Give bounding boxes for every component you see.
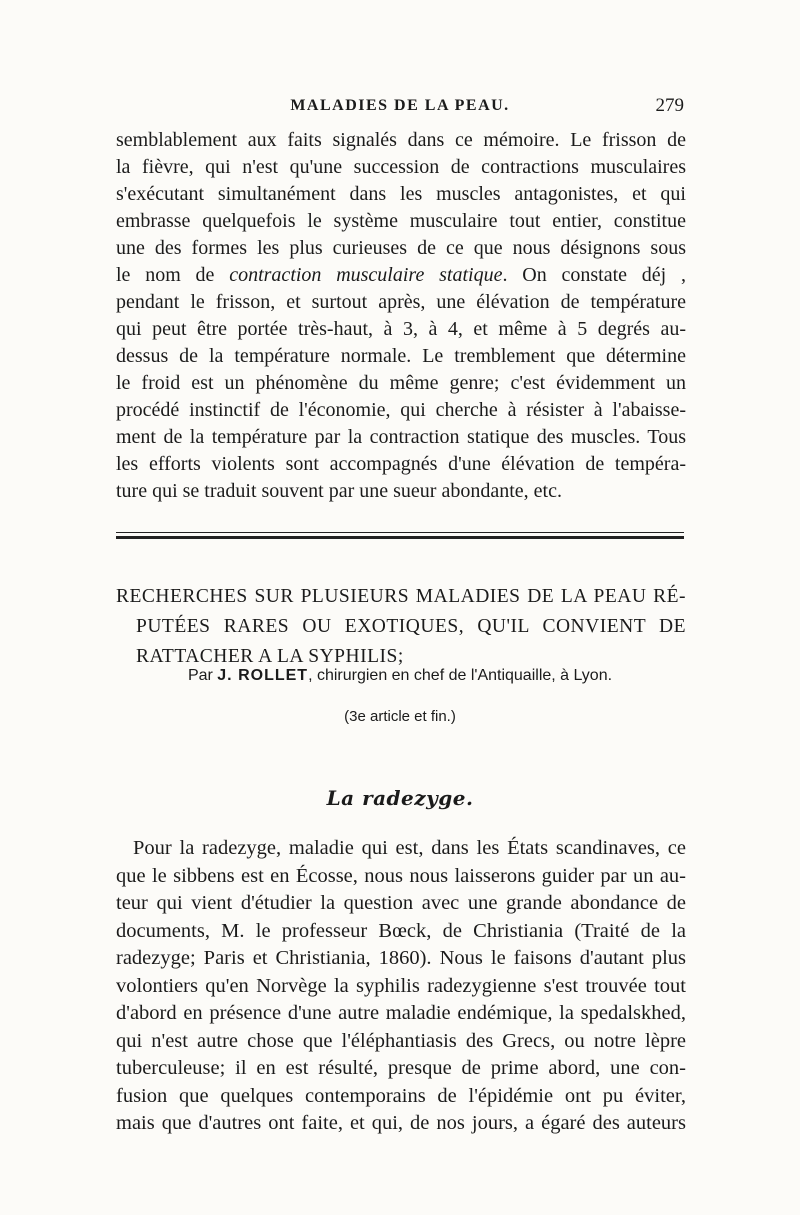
text-line: s'exécutant simultanément dans les muscles antagonistes, et qui: [116, 183, 686, 205]
title-line: RECHERCHES SUR PLUSIEURS MALADIES DE LA PEAU RÉ-: [116, 586, 686, 607]
text-line: radezyge; Paris et Christiania, 1860). Nous le faisons d'autant plus: [116, 947, 686, 969]
author-byline: [116, 667, 684, 685]
text-line: pendant le frisson, et surtout après, une élévation de température: [116, 291, 686, 313]
text-line: d'abord en présence d'une autre maladie endémique, la spedalskhed,: [116, 1002, 686, 1024]
text-line: que le sibbens est en Écosse, nous nous laisserons guider par un au-: [116, 864, 686, 887]
text-line: teur qui vient d'étudier la question avec une grande abondance de: [116, 892, 686, 914]
text-fragment: le nom de: [116, 264, 230, 286]
text-line: ture qui se traduit souvent par une sueur abondante, etc.: [116, 480, 562, 502]
byline-affiliation: , chirurgien en chef de l'Antiquaille, à Lyon.: [308, 667, 613, 684]
paragraph-radezyge: [116, 835, 686, 1138]
text-line: volontiers qu'en Norvège la syphilis radezygienne s'est trouvée tout: [116, 974, 686, 997]
text-line: la fièvre, qui n'est qu'une succession de contractions musculaires: [116, 156, 686, 178]
text-line: qui peut être portée très-haut, à 3, à 4, et même à 5 degrés au-: [116, 318, 686, 340]
section-divider: [116, 532, 684, 539]
page-number: 279: [655, 95, 684, 116]
text-line: embrasse quelquefois le système musculaire tout entier, constitue: [116, 210, 686, 232]
author-name: J. ROLLET: [217, 667, 309, 684]
text-line: [116, 262, 686, 289]
text-line: tuberculeuse; il en est résulté, presque de prime abord, une con-: [116, 1057, 686, 1079]
article-title: [116, 582, 686, 672]
title-line: RATTACHER A LA SYPHILIS;: [136, 646, 404, 667]
text-line: procédé instinctif de l'économie, qui cherche à résister à l'abaisse-: [116, 399, 686, 421]
text-line: Pour la radezyge, maladie qui est, dans les États scandinaves, ce: [133, 837, 686, 859]
italic-term: contraction musculaire statique: [229, 264, 503, 286]
text-line: le froid est un phénomène du même genre; c'est évidemment un: [116, 372, 686, 394]
page-header: [116, 97, 684, 121]
text-line: semblablement aux faits signalés dans ce mémoire. Le frisson de: [116, 129, 686, 151]
divider-thin-rule: [116, 532, 684, 533]
text-line: mais que d'autres ont faite, et qui, de nos jours, a égaré des auteurs: [116, 1112, 686, 1134]
divider-thick-rule: [116, 536, 684, 539]
text-line: une des formes les plus curieuses de ce que nous désignons sous: [116, 237, 686, 259]
text-fragment: . On constate déj ,: [502, 264, 687, 286]
paragraph-continued: [116, 127, 686, 505]
text-line: fusion que quelques contemporains de l'épidémie ont pu éviter,: [116, 1084, 686, 1107]
running-title: MALADIES DE LA PEAU.: [290, 97, 510, 114]
title-line: PUTÉES RARES OU EXOTIQUES, QU'IL CONVIENT DE: [136, 616, 686, 637]
article-part-note: (3e article et fin.): [344, 708, 456, 725]
text-line: dessus de la température normale. Le tremblement que détermine: [116, 345, 686, 367]
text-line: ment de la température par la contraction statique des muscles. Tous: [116, 426, 686, 448]
byline-prefix: Par: [187, 667, 218, 684]
text-line: documents, M. le professeur Bœck, de Christiania (Traité de la: [116, 919, 686, 942]
subsection-heading: La radezyge.: [326, 786, 474, 810]
text-line: les efforts violents sont accompagnés d'une élévation de tempéra-: [116, 453, 686, 475]
text-line: qui n'est autre chose que l'éléphantiasis des Grecs, ou notre lèpre: [116, 1029, 686, 1052]
